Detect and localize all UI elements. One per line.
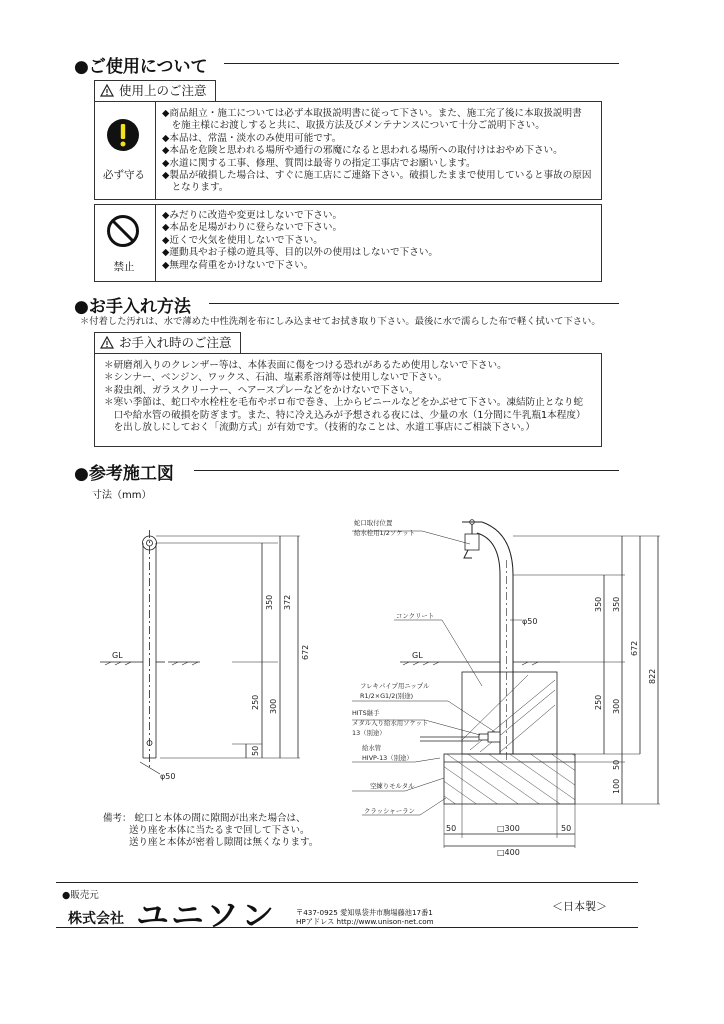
footer-bottom-divider — [56, 927, 638, 928]
dim-text: 50 — [561, 824, 572, 833]
gl-label: GL — [412, 651, 423, 660]
dim-text: 50 — [251, 745, 260, 756]
dim-text: □300 — [497, 824, 520, 833]
label-pipe: 給水管 — [362, 744, 382, 752]
warning-icon — [100, 336, 114, 349]
prohibit-line: ◆みだりに改造や変更はしないで下さい。 — [162, 210, 343, 221]
caution-tag-care — [94, 332, 241, 354]
dim-text: 250 — [594, 694, 603, 710]
section-title-ref — [74, 459, 174, 484]
care-line: 口や給水管の破損を防ぎます。また、特に冷え込みが予想される夜には、少量の水（1分間に牛乳瓶1本程度） — [104, 409, 586, 421]
prohibit-line: ◆無理な荷重をかけないで下さい。 — [162, 259, 314, 271]
must-line: ◆水道に関する工事、修理、質問は最寄りの指定工事店でお願いします。 — [162, 157, 476, 169]
label-pipe-type: HIVP-13（別途） — [362, 754, 413, 762]
footer-divider — [56, 882, 638, 883]
diameter-label: φ50 — [522, 617, 538, 626]
must-caption: 必ず守る — [103, 169, 145, 181]
prohibit-line: ◆本品を足場がわりに登らないで下さい。 — [162, 222, 343, 234]
divider — [224, 63, 619, 64]
care-line: ＊研磨剤入りのクレンザー等は、本体表面に傷をつける恐れがあるため使用しないで下さい。 — [104, 360, 507, 371]
made-in-label: ＜日本製＞ — [552, 900, 607, 913]
must-lines — [162, 108, 592, 195]
section-title-text: ●ご使用について — [74, 57, 208, 77]
dim-text: 250 — [251, 694, 260, 710]
prohibit-line: ◆運動具やお子様の遊具等、目的以外の使用はしないで下さい。 — [162, 247, 439, 259]
section-title-text: ●参考施工図 — [74, 464, 174, 484]
divider — [209, 303, 619, 304]
must-line: を施主様にお渡しすると共に、取扱方法及びメンテナンスについて十分ご説明下さい。 — [162, 120, 545, 132]
label-hits-size: 13（別途） — [352, 729, 386, 737]
dim-text: 100 — [612, 778, 621, 794]
dim-text: 672 — [630, 640, 639, 656]
dim-text: 50 — [446, 824, 457, 833]
prohibit-line: ◆近くで火気を使用しないで下さい。 — [162, 234, 323, 246]
care-line: ＊シンナー、ベンジン、ワックス、石油、塩素系溶剤等は使用しないで下さい。 — [104, 372, 448, 384]
must-line: ◆製品が破損した場合は、すぐに施工店にご連絡下さい。破損したままで使用していると事故の原因 — [162, 170, 592, 182]
must-line: ◆本品を危険と思われる場所や通行の邪魔になると思われる場所への取付けはおやめ下さい。 — [162, 145, 563, 157]
dim-text: 350 — [594, 596, 603, 612]
company-website: HPアドレス http://www.unison-net.com — [296, 917, 434, 926]
company-prefix: 株式会社 — [68, 911, 124, 927]
care-line: ＊寒い季節は、蛇口や水栓柱を毛布やボロ布で巻き、上からビニールなどをかぶせて下さい。凍結防止となり蛇 — [104, 397, 584, 409]
dim-text: 50 — [612, 759, 621, 770]
caution-tag-usage — [94, 80, 216, 102]
must-line: ◆本品は、常温・淡水のみ使用可能です。 — [162, 132, 342, 144]
dim-text: 300 — [612, 698, 621, 714]
label-hits-socket: メタル入り給水用ソケット — [352, 719, 429, 727]
label-nipple-size: R1/2×G1/2(別途) — [360, 692, 414, 700]
remark-label: 備考： — [103, 813, 132, 824]
care-line: ＊殺虫剤、ガラスクリーナー、ヘアースプレーなどをかけないで下さい。 — [104, 384, 419, 396]
label-socket: 給水栓用1/2ソケット — [354, 529, 416, 537]
section-title-usage — [74, 52, 208, 77]
label-mortar: 空練りモルタル — [370, 782, 415, 790]
dim-text: □400 — [497, 848, 520, 857]
company-address: 〒437-0925 愛知県袋井市駒場藤池17番1 — [296, 908, 433, 917]
label-hits: HITS継手 — [352, 709, 380, 717]
divider — [194, 470, 619, 471]
construction-drawing — [0, 500, 724, 860]
dim-text: 350 — [265, 594, 274, 610]
seller-label: ●販売元 — [62, 890, 99, 901]
prohibited-icon — [106, 214, 140, 248]
dim-text: 672 — [301, 644, 310, 660]
exclamation-icon — [106, 118, 140, 152]
label-nipple: フレキパイプ用ニップル — [360, 682, 430, 690]
prohibit-lines — [162, 210, 438, 272]
label-faucet-pos: 蛇口取付位置 — [354, 519, 393, 527]
must-line: ◆商品組立・施工については必ず本取扱説明書に従って下さい。また、施工完了後に本取扱説明書 — [162, 108, 582, 119]
remark — [103, 813, 318, 849]
care-lines — [104, 360, 586, 434]
dim-text: 822 — [648, 668, 657, 684]
dim-text: 300 — [269, 698, 278, 714]
label-concrete: コンクリート — [396, 612, 435, 620]
remark-line: 蛇口と本体の間に隙間が出来た場合は、 — [134, 813, 306, 824]
remark-line: 送り座と本体が密着し隙間は無くなります。 — [129, 837, 319, 848]
caution-tag-label: 使用上のご注意 — [119, 83, 207, 98]
gl-label: GL — [112, 651, 123, 660]
remark-line: 送り座を本体に当たるまで回して下さい。 — [129, 825, 310, 836]
care-note: ＊付着した汚れは、水で薄めた中性洗剤を布にしみ込ませてお拭き取り下さい。最後に水で濡らした布で軽く拭いて下さい。 — [80, 316, 601, 327]
care-line: を出し放しにしておく「流動方式」が有効です。（技術的なことは、水道工事店にご相談下さい。） — [104, 422, 535, 434]
section-title-text: ●お手入れ方法 — [74, 297, 191, 317]
unit-label: 寸法（mm） — [92, 490, 152, 501]
label-crusher: クラッシャーラン — [364, 807, 415, 815]
must-line: となります。 — [162, 182, 229, 194]
dim-text: 350 — [612, 596, 621, 612]
diameter-label: φ50 — [160, 772, 176, 781]
caution-tag-label: お手入れ時のご注意 — [119, 335, 232, 350]
company-logo: ユニソン — [136, 897, 276, 933]
prohibit-caption: 禁止 — [113, 261, 135, 273]
warning-icon — [100, 84, 114, 97]
dim-text: 372 — [283, 594, 292, 610]
